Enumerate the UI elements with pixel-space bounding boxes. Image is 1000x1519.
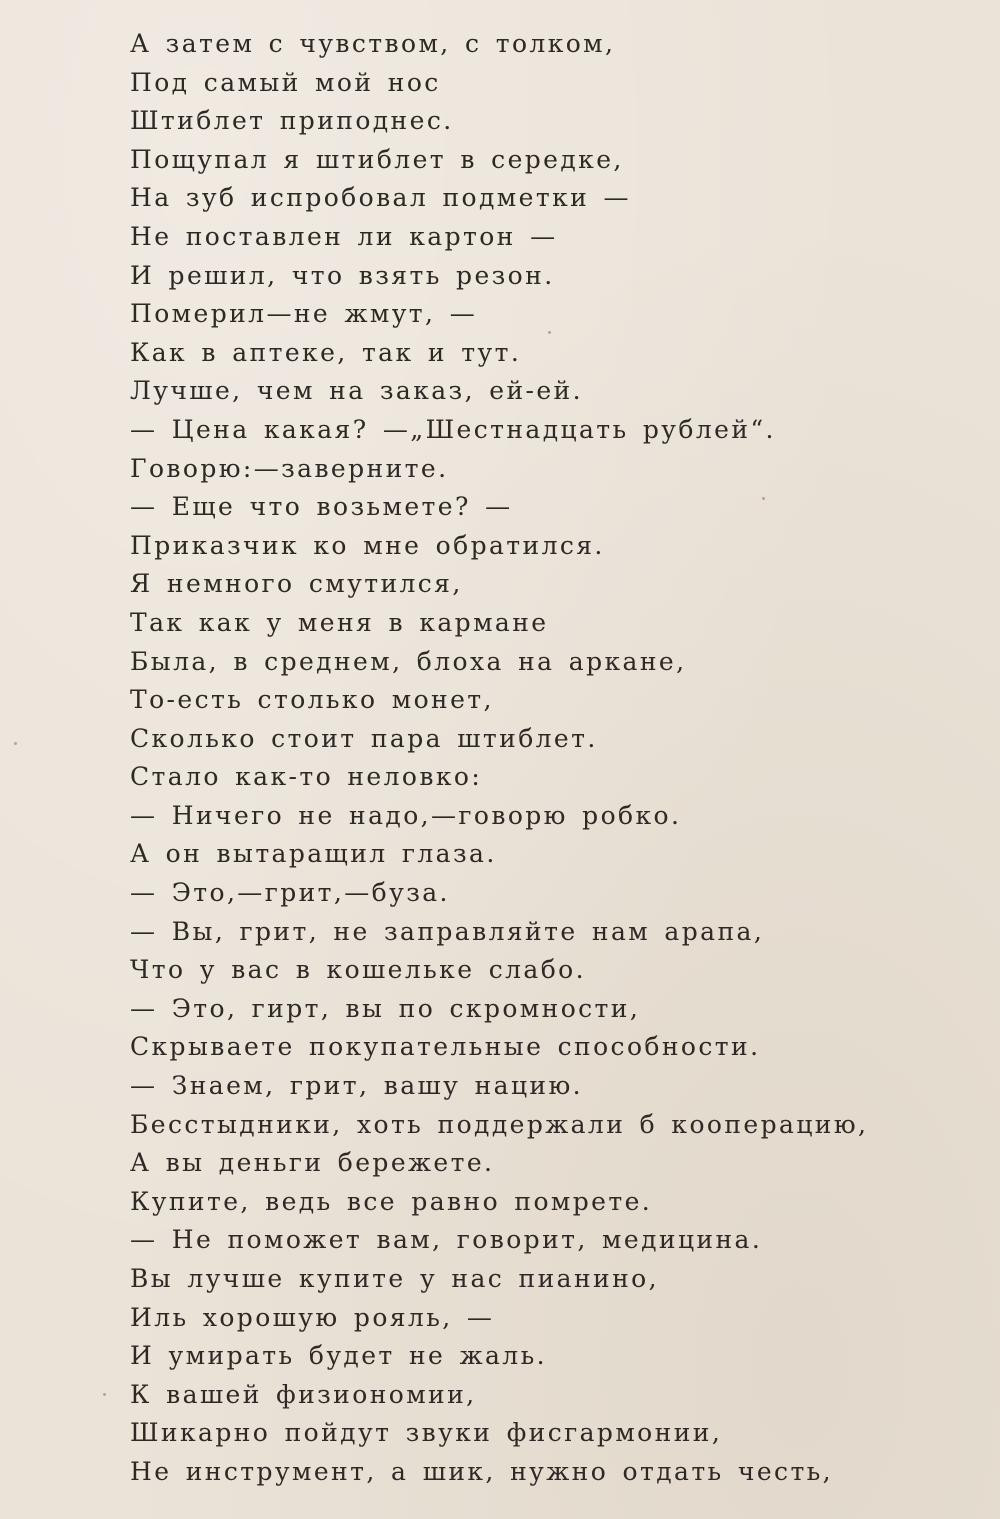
poem-line: Была, в среднем, блоха на аркане, bbox=[130, 646, 687, 676]
poem-line: Не инструмент, а шик, нужно отдать честь, bbox=[130, 1456, 834, 1486]
paper-speck bbox=[14, 742, 17, 745]
poem-line: Что у вас в кошельке слабо. bbox=[130, 955, 586, 985]
poem-line: И решил, что взять резон. bbox=[130, 260, 555, 290]
poem-line: Стало как-то неловко: bbox=[130, 762, 483, 792]
poem-line: Бесстыдники, хоть поддержали б кооперацию, bbox=[130, 1109, 869, 1139]
poem-line: Скрываете покупательные способности. bbox=[130, 1032, 761, 1062]
poem-line: — Вы, грит, не заправляйте нам арапа, bbox=[130, 916, 765, 946]
poem-line: А затем с чувством, с толком, bbox=[130, 29, 616, 58]
poem-line: На зуб испробовал подметки — bbox=[130, 183, 631, 213]
poem-line: — Это, гирт, вы по скромности, bbox=[130, 993, 641, 1023]
poem-line: Под самый мой нос bbox=[130, 67, 441, 97]
poem-line: Сколько стоит пара штиблет. bbox=[130, 723, 598, 753]
poem-line: — Знаем, грит, вашу нацию. bbox=[130, 1071, 584, 1101]
poem-line: Так как у меня в кармане bbox=[130, 607, 549, 637]
paper-speck bbox=[103, 1393, 106, 1396]
poem-line: Лучше, чем на заказ, ей-ей. bbox=[130, 376, 583, 406]
poem-line: Говорю:—заверните. bbox=[130, 453, 449, 483]
poem-line: А он вытаращил глаза. bbox=[130, 839, 497, 869]
poem-line: Шикарно пойдут звуки фисгармонии, bbox=[130, 1418, 723, 1448]
poem-line: — Еще что возьмете? — bbox=[130, 492, 513, 522]
poem-line: Приказчик ко мне обратился. bbox=[130, 530, 605, 560]
poem-line: И умирать будет не жаль. bbox=[130, 1341, 547, 1371]
poem-line: Штиблет приподнес. bbox=[130, 106, 454, 136]
poem-line: — Это,—грит,—буза. bbox=[130, 878, 450, 908]
poem-line: — Цена какая? —„Шестнадцать рублей“. bbox=[130, 414, 776, 444]
poem-line: Купите, ведь все равно помрете. bbox=[130, 1186, 653, 1216]
poem-line: Я немного смутился, bbox=[130, 569, 463, 599]
poem-line: К вашей физиономии, bbox=[130, 1379, 477, 1409]
poem-line: Иль хорошую рояль, — bbox=[130, 1302, 495, 1332]
poem-line: Померил—не жмут, — bbox=[130, 299, 478, 329]
poem-line: Вы лучше купите у нас пианино, bbox=[130, 1264, 659, 1293]
poem-line: — Ничего не надо,—говорю робко. bbox=[130, 800, 682, 830]
poem-line: Пощупал я штиблет в середке, bbox=[130, 144, 624, 174]
poem-line: Не поставлен ли картон — bbox=[130, 221, 558, 251]
poem-line: — Не поможет вам, говорит, медицина. bbox=[130, 1225, 763, 1255]
poem-line: Как в аптеке, так и тут. bbox=[130, 337, 522, 367]
poem-line: То-есть столько монет, bbox=[130, 685, 494, 715]
poem-line: А вы деньги бережете. bbox=[130, 1148, 495, 1178]
poem-text bbox=[130, 25, 970, 1492]
